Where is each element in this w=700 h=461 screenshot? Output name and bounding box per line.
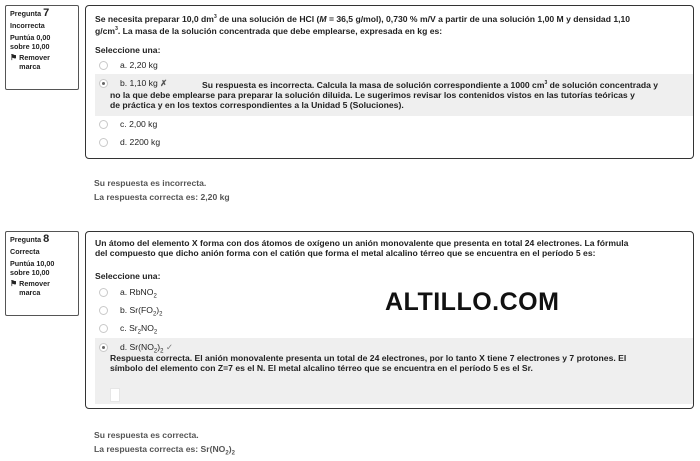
select-prompt: Seleccione una: bbox=[95, 271, 161, 281]
correct-answer: La respuesta correcta es: 2,20 kg bbox=[94, 192, 230, 202]
outcome-status: Su respuesta es incorrecta. bbox=[94, 178, 207, 188]
option-label: c. 2,00 kg bbox=[120, 119, 158, 129]
question-card-7 bbox=[85, 5, 694, 159]
radio-button[interactable] bbox=[99, 120, 108, 129]
answer-option-a[interactable] bbox=[86, 60, 693, 72]
feedback-text: Su respuesta es incorrecta. Calcula la masa de solución correspondiente a 1000 $cm^3$ de solución concentrada y no la que debe emplearse para preparar la solución diluida. Le sugerimos revisar los contenidos vistos en las tutorías teóricas y de práctica y en los textos correspondientes a la Unidad 5 (Soluciones). bbox=[110, 79, 659, 110]
radio-button[interactable] bbox=[99, 61, 108, 70]
cross-icon: ✗ bbox=[160, 78, 168, 88]
radio-button[interactable] bbox=[99, 288, 108, 297]
question-info-7 bbox=[5, 5, 79, 90]
blank-box bbox=[110, 388, 120, 402]
radio-button[interactable] bbox=[99, 138, 108, 147]
answer-option-c[interactable] bbox=[86, 323, 693, 335]
question-number bbox=[10, 235, 74, 244]
option-label: b. 1,10 kg ✗ bbox=[120, 78, 168, 88]
option-label: a. RbNO$_2$ bbox=[120, 287, 157, 300]
select-prompt: Seleccione una: bbox=[95, 45, 161, 55]
flag-icon: ⚑ bbox=[10, 53, 18, 62]
question-grade bbox=[10, 33, 74, 51]
grade-line: Puntúa 10,00 bbox=[10, 259, 55, 268]
question-label: Pregunta bbox=[10, 235, 42, 244]
option-label: d. 2200 kg bbox=[120, 137, 161, 147]
remove-flag-button[interactable] bbox=[10, 279, 74, 297]
answer-option-c[interactable] bbox=[86, 119, 693, 131]
flag-label: Remover marca bbox=[19, 53, 50, 71]
grade-line: Puntúa 0,00 bbox=[10, 33, 51, 42]
question-number bbox=[10, 9, 74, 18]
question-text: Un átomo del elemento X forma con dos átomos de oxígeno un anión monovalente que presenta en total 24 electrones. La fórmula del compuesto que dicho anión forma con el catión que forma el metal alcalino térreo que se encuentra en el período 5 es: bbox=[95, 238, 629, 258]
watermark: ALTILLO.COM bbox=[385, 288, 560, 316]
option-label: c. $Sr_2NO_2$ bbox=[120, 323, 158, 336]
question-state: Incorrecta bbox=[10, 21, 45, 30]
check-icon: ✓ bbox=[165, 342, 174, 352]
outcome-summary-7 bbox=[94, 176, 230, 204]
flag-icon: ⚑ bbox=[10, 279, 18, 288]
remove-flag-button[interactable] bbox=[10, 53, 74, 71]
question-card-8 bbox=[85, 231, 694, 409]
radio-button[interactable] bbox=[99, 324, 108, 333]
correct-answer: La respuesta correcta es: $Sr(NO_2)_2$ bbox=[94, 444, 235, 457]
outcome-status: Su respuesta es correcta. bbox=[94, 430, 199, 440]
question-number-value: 7 bbox=[43, 7, 50, 19]
question-text: Se necesita preparar 10,0 $dm^3$ de una solución de HCl (M = 36,5 g/mol), 0,730 % m/V a partir de una solución 1,00 M y densidad 1,10 $g/cm^3$. La masa de la solución concentrada que debe emplearse, expresada en kg es: bbox=[95, 13, 631, 36]
radio-button-selected[interactable] bbox=[99, 343, 108, 352]
feedback-text: Respuesta correcta. El anión monovalente presenta un total de 24 electrones, por lo tanto X tiene 7 electrones y 7 protones. El símbolo del elemento con Z=7 es el N. El metal alcalino térreo que se encuentra en el período 5 es el Sr. bbox=[110, 353, 627, 373]
grade-max-line: sobre 10,00 bbox=[10, 268, 50, 277]
question-number-value: 8 bbox=[43, 233, 50, 245]
option-label: d. $Sr(NO_2)_2$ ✓ bbox=[120, 342, 174, 355]
option-label: b. $Sr(FO_2)_2$ bbox=[120, 305, 163, 318]
question-label: Pregunta bbox=[10, 9, 42, 18]
outcome-summary-8 bbox=[94, 428, 235, 461]
question-state: Correcta bbox=[10, 247, 40, 256]
answer-option-d[interactable] bbox=[86, 137, 693, 149]
option-label: a. 2,20 kg bbox=[120, 60, 158, 70]
radio-button[interactable] bbox=[99, 306, 108, 315]
grade-max-line: sobre 10,00 bbox=[10, 42, 50, 51]
question-info-8 bbox=[5, 231, 79, 316]
flag-label: Remover marca bbox=[19, 279, 50, 297]
question-grade bbox=[10, 259, 74, 277]
radio-button-selected[interactable] bbox=[99, 79, 108, 88]
